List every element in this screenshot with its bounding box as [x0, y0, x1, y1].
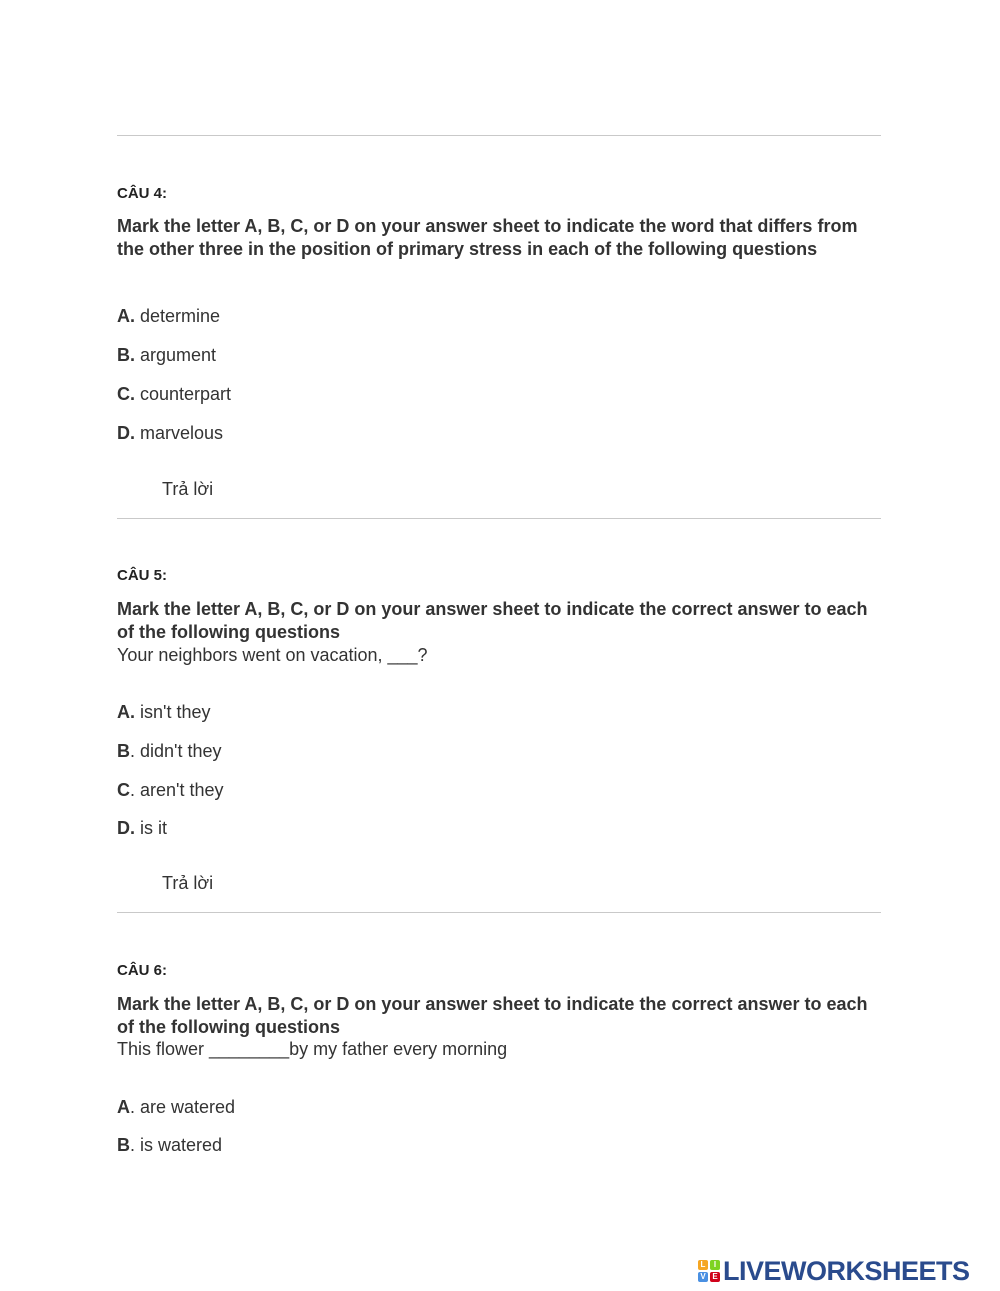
option-letter: D. [117, 818, 135, 838]
option-letter: B. [117, 345, 135, 365]
option-text: determine [135, 306, 221, 326]
option-b[interactable] [117, 344, 216, 367]
option-c[interactable] [117, 779, 224, 802]
option-letter: B [117, 741, 130, 761]
option-text: . is watered [130, 1135, 223, 1155]
option-text: . are watered [130, 1097, 236, 1117]
option-text: . didn't they [130, 741, 222, 761]
option-letter: C. [117, 384, 135, 404]
logo-text: LIVEWORKSHEETS [723, 1255, 970, 1286]
logo-mark-tile: I [710, 1260, 720, 1270]
answer-link[interactable]: Trả lời [162, 479, 214, 499]
option-letter: A. [117, 306, 135, 326]
option-text: is it [135, 818, 168, 838]
option-d[interactable] [117, 422, 223, 445]
logo-mark-icon [698, 1260, 720, 1282]
option-a[interactable] [117, 701, 210, 724]
logo-mark-tile: L [698, 1260, 708, 1270]
question-label: CÂU 6: [117, 962, 168, 979]
divider [117, 518, 881, 519]
option-d[interactable] [117, 817, 167, 840]
option-a[interactable] [117, 305, 220, 328]
option-text: isn't they [135, 702, 211, 722]
question-prompt: Mark the letter A, B, C, or D on your answer sheet to indicate the correct answer to each of the following questions [117, 599, 868, 642]
option-letter: A. [117, 702, 135, 722]
question-stem: Your neighbors went on vacation, ___? [117, 645, 428, 665]
logo-mark-tile: E [710, 1272, 720, 1282]
option-text: argument [135, 345, 217, 365]
option-letter: A [117, 1097, 130, 1117]
question-label: CÂU 4: [117, 185, 168, 202]
question-prompt: Mark the letter A, B, C, or D on your answer sheet to indicate the word that differs from the other three in the position of primary stress in each of the following questions [117, 216, 858, 259]
option-letter: C [117, 780, 130, 800]
liveworksheets-logo [698, 1255, 970, 1286]
option-b[interactable] [117, 740, 222, 763]
answer-link[interactable]: Trả lời [162, 873, 214, 893]
question-stem: This flower ________by my father every morning [117, 1039, 508, 1059]
option-a[interactable] [117, 1096, 235, 1119]
option-text: counterpart [135, 384, 232, 404]
option-b[interactable] [117, 1134, 222, 1157]
question-prompt: Mark the letter A, B, C, or D on your answer sheet to indicate the correct answer to each of the following questions [117, 994, 868, 1037]
divider [117, 135, 881, 136]
option-letter: B [117, 1135, 130, 1155]
option-text: marvelous [135, 423, 224, 443]
option-text: . aren't they [130, 780, 224, 800]
question-label: CÂU 5: [117, 567, 168, 584]
option-c[interactable] [117, 383, 231, 406]
divider [117, 912, 881, 913]
option-letter: D. [117, 423, 135, 443]
logo-mark-tile: V [698, 1272, 708, 1282]
